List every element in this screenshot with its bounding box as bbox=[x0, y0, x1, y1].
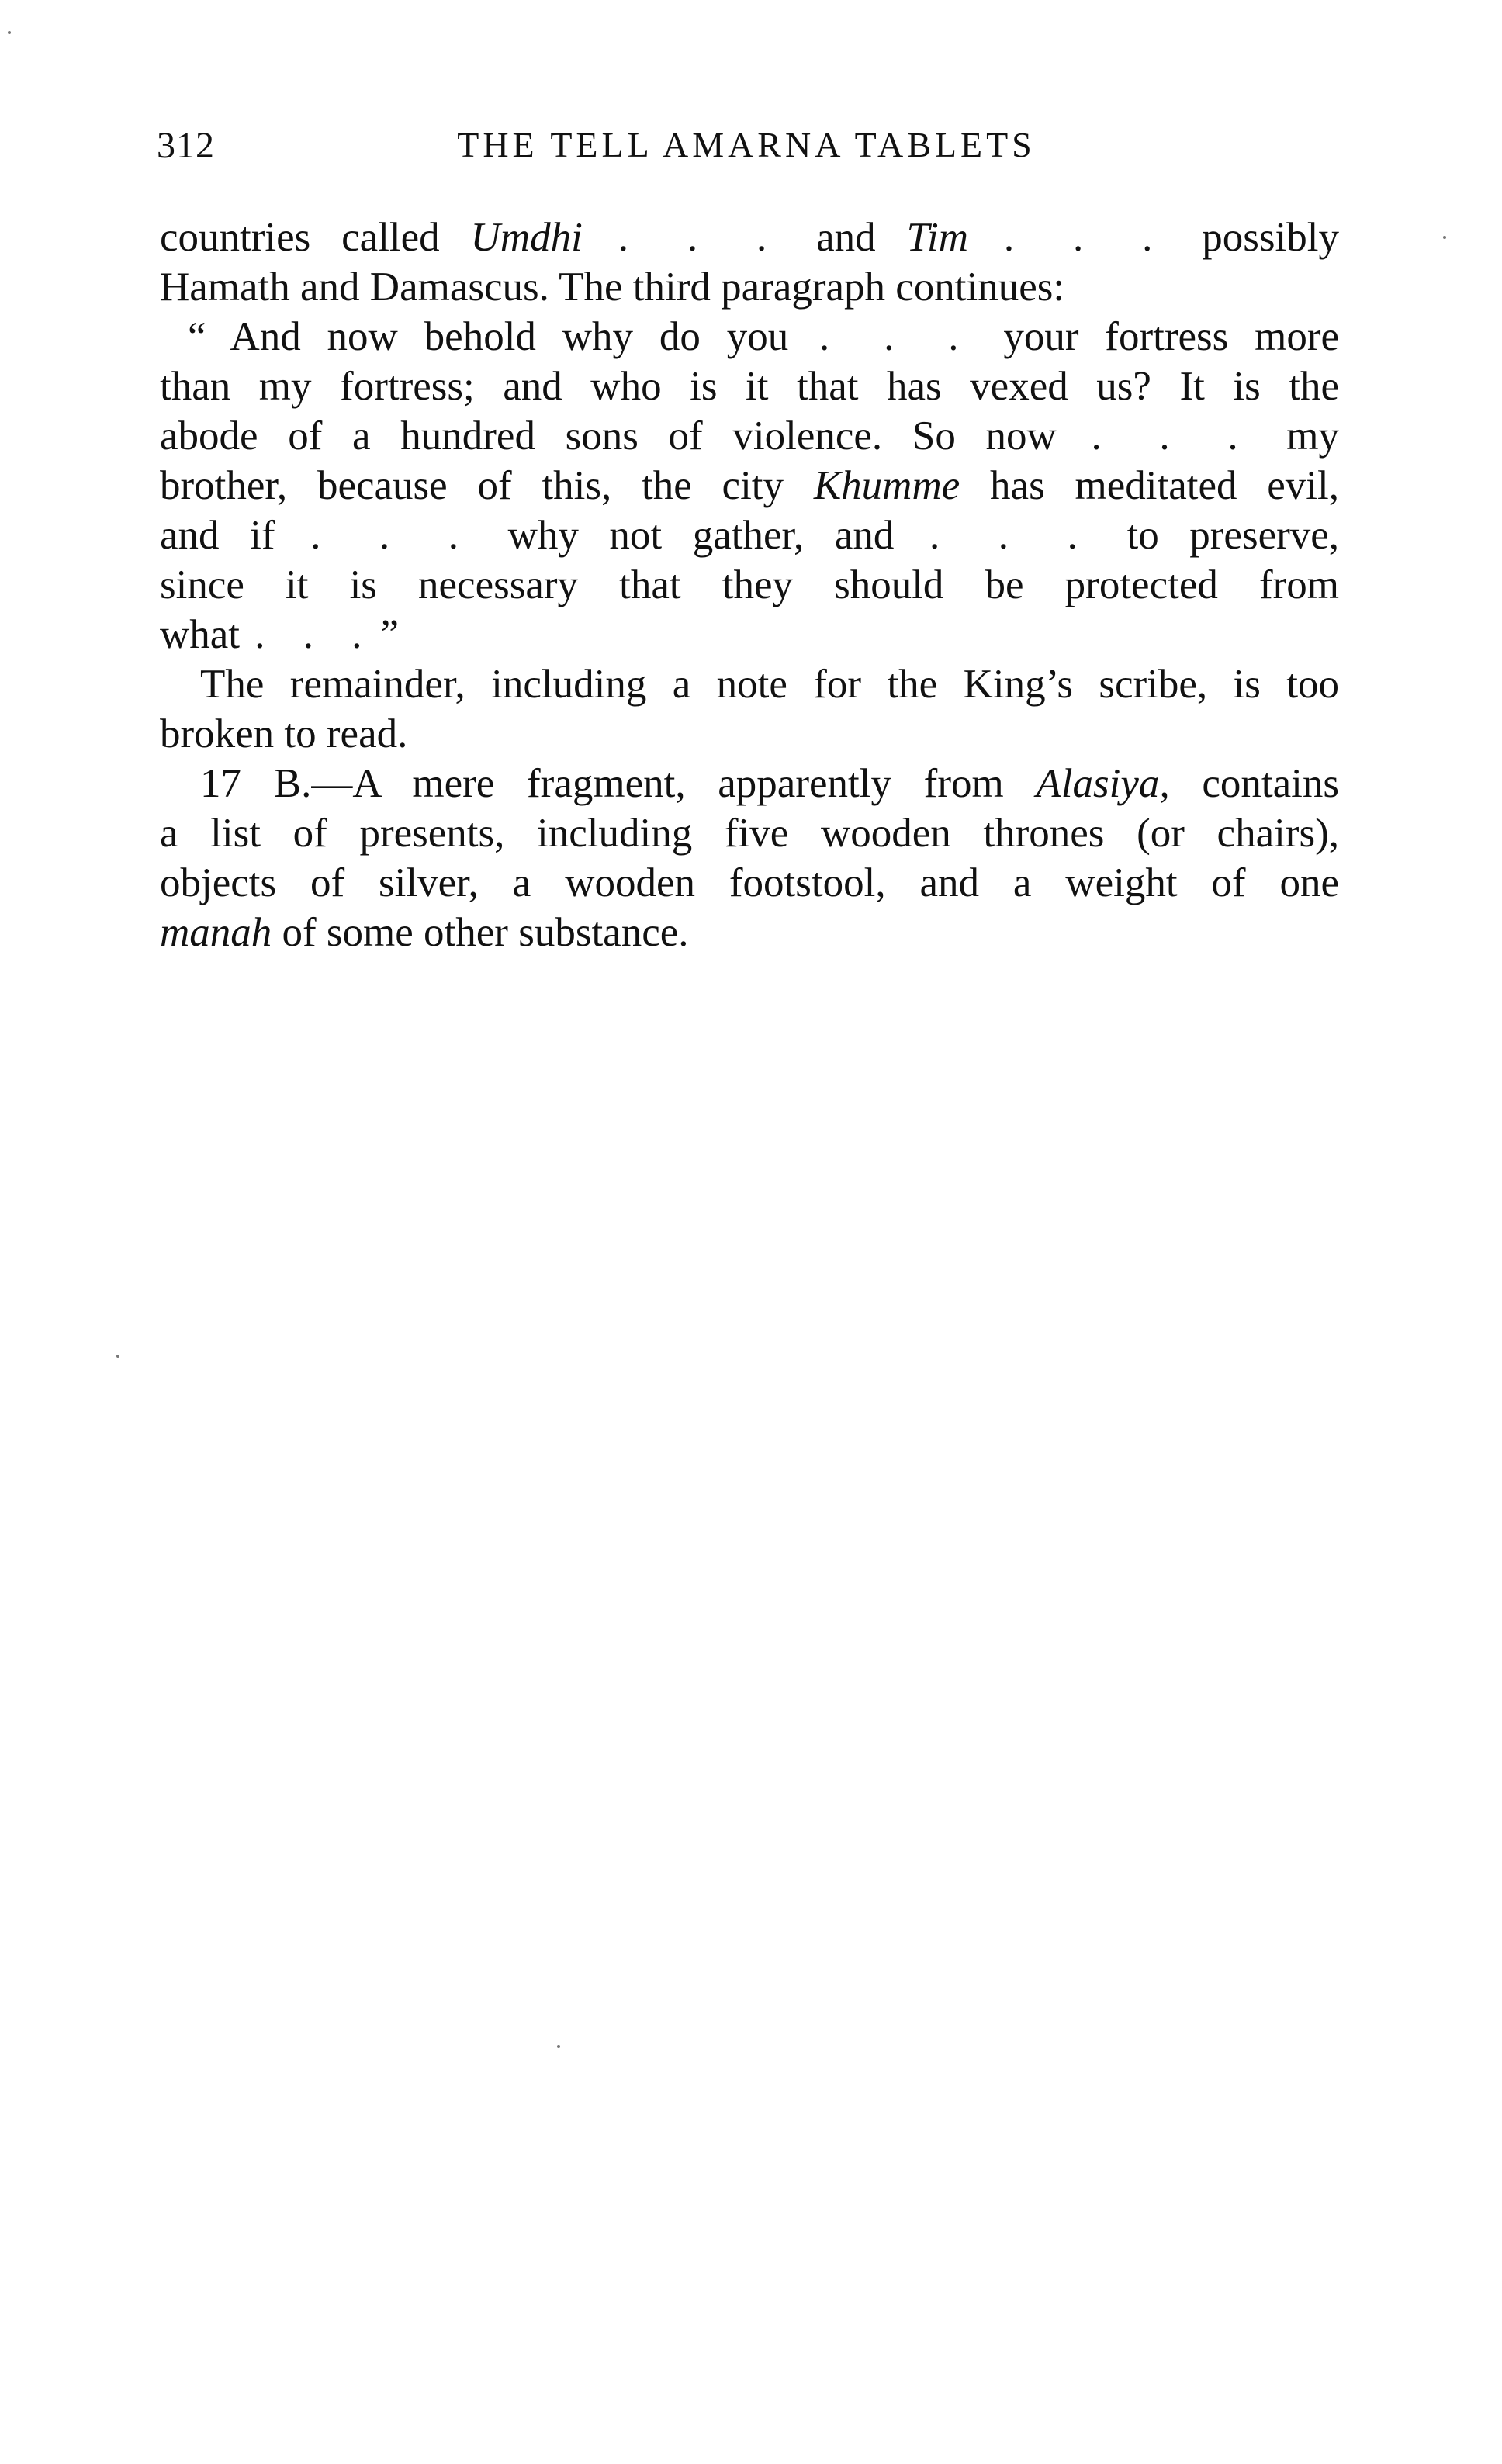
text-line: “ And now behold why do you . . . your fortress more bbox=[188, 314, 1339, 359]
ellipsis: . . . bbox=[618, 215, 781, 260]
text-line: brother, because of this, the city Khumme has meditated evil, bbox=[160, 463, 1339, 508]
text-line: Hamath and Damascus. The third paragraph continues: bbox=[160, 265, 1065, 310]
place-name: Alasiya, bbox=[1036, 761, 1170, 806]
ellipsis: . . . bbox=[254, 612, 376, 657]
body-text bbox=[160, 213, 1339, 957]
text-line: The remainder, including a note for the King’s scribe, is too bbox=[200, 662, 1339, 707]
scan-speck bbox=[1443, 236, 1446, 239]
text-line: since it is necessary that they should be protected from bbox=[160, 562, 1339, 607]
page-number: 312 bbox=[157, 125, 215, 166]
place-name: Khumme bbox=[813, 463, 960, 508]
text-line: than my fortress; and who is it that has vexed us? It is the bbox=[160, 364, 1339, 409]
text-line: abode of a hundred sons of violence. So now . . . my bbox=[160, 414, 1340, 459]
text-line: and if . . . why not gather, and . . . to preserve, bbox=[160, 513, 1340, 558]
scan-speck bbox=[8, 31, 11, 34]
ellipsis: . . . bbox=[310, 513, 472, 558]
ellipsis: . . . bbox=[1003, 215, 1167, 260]
scan-speck bbox=[557, 2045, 560, 2048]
ellipsis: . . . bbox=[1091, 414, 1252, 459]
text-line: objects of silver, a wooden footstool, and a weight of one bbox=[160, 860, 1339, 905]
ellipsis: . . . bbox=[929, 513, 1092, 558]
text-line: what . . . ” bbox=[160, 612, 400, 657]
running-title: THE TELL AMARNA TABLETS bbox=[457, 125, 1036, 164]
text-line: manah of some other substance. bbox=[160, 910, 689, 955]
text-line: broken to read. bbox=[160, 711, 408, 756]
scan-speck bbox=[116, 1355, 119, 1358]
text-line: a list of presents, including five wooden thrones (or chairs), bbox=[160, 811, 1339, 856]
text-line: countries called Umdhi . . . and Tim . . . possibly bbox=[160, 215, 1339, 260]
page-header bbox=[157, 124, 1336, 178]
place-name: Umdhi bbox=[470, 215, 583, 260]
place-name: Tim bbox=[906, 215, 969, 260]
unit-term: manah bbox=[160, 910, 272, 955]
ellipsis: . . . bbox=[819, 314, 973, 359]
text-line: 17 B.—A mere fragment, apparently from Alasiya, contains bbox=[200, 761, 1339, 806]
